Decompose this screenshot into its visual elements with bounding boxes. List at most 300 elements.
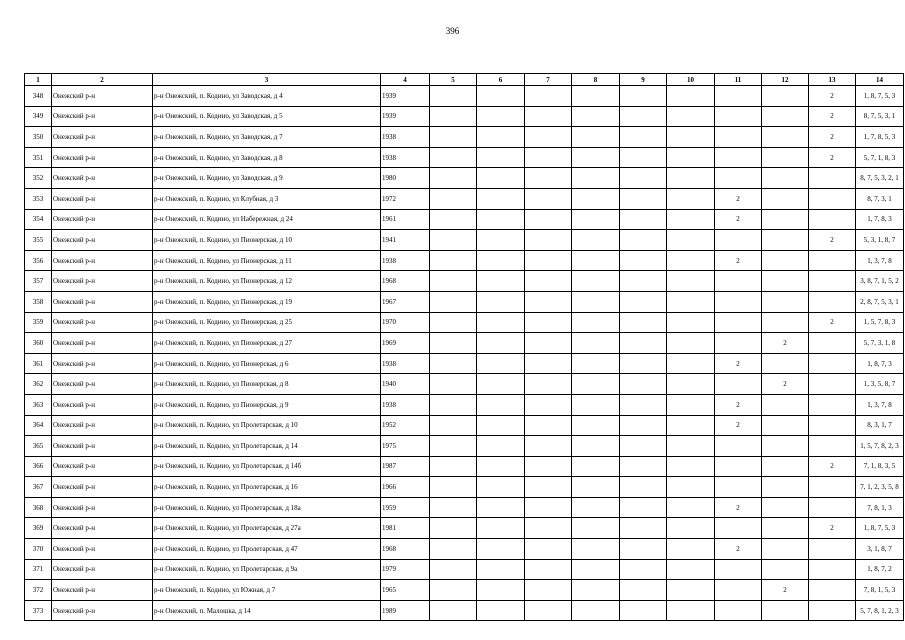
column-6-cell [477,477,525,498]
column-9-cell [620,353,667,374]
column-8-cell [572,291,620,312]
year-cell: 1972 [381,188,430,209]
column-6-cell [477,436,525,457]
column-10-cell [667,394,715,415]
year-cell: 1975 [381,436,430,457]
column-12-cell [762,559,809,580]
column-14-cell: 5, 7, 3, 1, 8 [856,333,904,354]
address-cell: р-н Онежский, п. Кодино, ул Заводская, д 7 [153,127,381,148]
column-9-cell [620,230,667,251]
column-11-cell [715,127,762,148]
column-13-cell [809,250,856,271]
table-row [25,477,904,498]
column-8-cell [572,394,620,415]
column-8-cell [572,333,620,354]
column-8-cell [572,127,620,148]
column-11-cell [715,436,762,457]
column-7-cell [525,497,572,518]
column-14-cell: 1, 5, 7, 8, 3 [856,312,904,333]
column-11-cell: 2 [715,353,762,374]
column-9-cell [620,600,667,621]
column-7-cell [525,394,572,415]
column-10-cell [667,497,715,518]
address-cell: р-н Онежский, п. Кодино, ул Заводская, д 4 [153,86,381,107]
column-11-cell: 2 [715,415,762,436]
column-10-cell [667,518,715,539]
column-header-11: 11 [715,74,762,86]
column-9-cell [620,106,667,127]
column-5-cell [430,497,477,518]
year-cell: 1938 [381,147,430,168]
column-11-cell [715,291,762,312]
column-7-cell [525,559,572,580]
column-11-cell [715,147,762,168]
address-cell: р-н Онежский, п. Кодино, ул Пионерская, д 6 [153,353,381,374]
row-number-cell: 357 [25,271,52,292]
column-10-cell [667,600,715,621]
column-12-cell [762,312,809,333]
column-7-cell [525,477,572,498]
year-cell: 1966 [381,477,430,498]
column-header-5: 5 [430,74,477,86]
district-cell: Онежский р-н [52,374,153,395]
column-6-cell [477,559,525,580]
table-row [25,230,904,251]
table-row [25,600,904,621]
column-5-cell [430,209,477,230]
column-12-cell [762,477,809,498]
column-11-cell [715,230,762,251]
row-number-cell: 371 [25,559,52,580]
column-5-cell [430,312,477,333]
column-14-cell: 1, 8, 7, 2 [856,559,904,580]
column-13-cell [809,374,856,395]
column-5-cell [430,250,477,271]
address-cell: р-н Онежский, п. Кодино, ул Пролетарская, д 47 [153,539,381,560]
column-10-cell [667,374,715,395]
column-6-cell [477,497,525,518]
year-cell: 1941 [381,230,430,251]
column-7-cell [525,539,572,560]
column-10-cell [667,168,715,189]
column-13-cell [809,209,856,230]
column-5-cell [430,436,477,457]
address-cell: р-н Онежский, п. Кодино, ул Пионерская, д 11 [153,250,381,271]
column-7-cell [525,168,572,189]
column-10-cell [667,86,715,107]
row-number-cell: 373 [25,600,52,621]
column-header-3: 3 [153,74,381,86]
column-14-cell: 5, 7, 8, 1, 2, 3 [856,600,904,621]
column-10-cell [667,291,715,312]
column-8-cell [572,168,620,189]
column-13-cell: 2 [809,147,856,168]
address-cell: р-н Онежский, п. Кодино, ул Пролетарская, д 27а [153,518,381,539]
district-cell: Онежский р-н [52,353,153,374]
column-5-cell [430,188,477,209]
row-number-cell: 356 [25,250,52,271]
column-10-cell [667,580,715,601]
address-cell: р-н Онежский, п. Кодино, ул Пролетарская, д 9а [153,559,381,580]
table-row [25,353,904,374]
column-12-cell [762,106,809,127]
column-10-cell [667,353,715,374]
column-12-cell [762,86,809,107]
year-cell: 1938 [381,250,430,271]
column-10-cell [667,312,715,333]
column-7-cell [525,127,572,148]
column-5-cell [430,600,477,621]
column-8-cell [572,539,620,560]
column-9-cell [620,147,667,168]
column-7-cell [525,209,572,230]
column-13-cell [809,497,856,518]
column-8-cell [572,374,620,395]
district-cell: Онежский р-н [52,271,153,292]
column-8-cell [572,250,620,271]
column-7-cell [525,312,572,333]
district-cell: Онежский р-н [52,250,153,271]
column-13-cell [809,168,856,189]
column-10-cell [667,250,715,271]
address-cell: р-н Онежский, п. Кодино, ул Клубная, д 3 [153,188,381,209]
column-5-cell [430,147,477,168]
column-13-cell: 2 [809,518,856,539]
column-6-cell [477,168,525,189]
table-row [25,394,904,415]
column-14-cell: 7, 1, 8, 3, 5 [856,456,904,477]
address-cell: р-н Онежский, п. Кодино, ул Пролетарская, д 10 [153,415,381,436]
table-row [25,436,904,457]
year-cell: 1940 [381,374,430,395]
column-9-cell [620,580,667,601]
column-12-cell [762,394,809,415]
year-cell: 1968 [381,539,430,560]
column-13-cell: 2 [809,456,856,477]
column-7-cell [525,456,572,477]
table-row [25,415,904,436]
column-8-cell [572,209,620,230]
column-14-cell: 8, 7, 3, 1 [856,188,904,209]
column-5-cell [430,415,477,436]
district-cell: Онежский р-н [52,291,153,312]
column-14-cell: 5, 3, 1, 8, 7 [856,230,904,251]
year-cell: 1938 [381,127,430,148]
table-row [25,497,904,518]
row-number-cell: 361 [25,353,52,374]
column-6-cell [477,230,525,251]
column-6-cell [477,600,525,621]
address-cell: р-н Онежский, п. Малошка, д 14 [153,600,381,621]
column-12-cell [762,147,809,168]
table-row [25,271,904,292]
column-header-13: 13 [809,74,856,86]
district-cell: Онежский р-н [52,580,153,601]
column-8-cell [572,312,620,333]
column-6-cell [477,188,525,209]
column-11-cell [715,580,762,601]
table-row [25,312,904,333]
row-number-cell: 350 [25,127,52,148]
district-cell: Онежский р-н [52,86,153,107]
column-12-cell [762,127,809,148]
year-cell: 1961 [381,209,430,230]
column-10-cell [667,477,715,498]
year-cell: 1981 [381,518,430,539]
column-5-cell [430,374,477,395]
district-cell: Онежский р-н [52,333,153,354]
column-13-cell [809,477,856,498]
address-cell: р-н Онежский, п. Кодино, ул Южная, д 7 [153,580,381,601]
column-14-cell: 8, 7, 5, 3, 1 [856,106,904,127]
year-cell: 1938 [381,394,430,415]
address-cell: р-н Онежский, п. Кодино, ул Пролетарская, д 16 [153,477,381,498]
column-7-cell [525,600,572,621]
address-cell: р-н Онежский, п. Кодино, ул Набережная, д 24 [153,209,381,230]
column-10-cell [667,415,715,436]
column-6-cell [477,209,525,230]
year-cell: 1967 [381,291,430,312]
column-11-cell [715,271,762,292]
row-number-cell: 367 [25,477,52,498]
column-7-cell [525,86,572,107]
address-cell: р-н Онежский, п. Кодино, ул Пионерская, д 9 [153,394,381,415]
column-14-cell: 7, 8, 1, 3 [856,497,904,518]
column-5-cell [430,230,477,251]
buildings-table [24,73,904,621]
column-13-cell [809,394,856,415]
address-cell: р-н Онежский, п. Кодино, ул Заводская, д 5 [153,106,381,127]
column-12-cell [762,539,809,560]
table-row [25,580,904,601]
district-cell: Онежский р-н [52,127,153,148]
row-number-cell: 351 [25,147,52,168]
address-cell: р-н Онежский, п. Кодино, ул Заводская, д 9 [153,168,381,189]
row-number-cell: 349 [25,106,52,127]
table-row [25,188,904,209]
column-14-cell: 2, 8, 7, 5, 3, 1 [856,291,904,312]
column-9-cell [620,559,667,580]
column-13-cell [809,333,856,354]
column-10-cell [667,188,715,209]
column-11-cell: 2 [715,209,762,230]
column-7-cell [525,188,572,209]
column-11-cell: 2 [715,250,762,271]
column-10-cell [667,271,715,292]
table-body [25,86,904,621]
year-cell: 1969 [381,333,430,354]
column-header-6: 6 [477,74,525,86]
row-number-cell: 363 [25,394,52,415]
column-8-cell [572,230,620,251]
year-cell: 1987 [381,456,430,477]
column-13-cell: 2 [809,230,856,251]
column-13-cell: 2 [809,127,856,148]
year-cell: 1965 [381,580,430,601]
column-14-cell: 1, 3, 5, 8, 7 [856,374,904,395]
row-number-cell: 370 [25,539,52,560]
column-6-cell [477,271,525,292]
column-13-cell: 2 [809,86,856,107]
column-6-cell [477,580,525,601]
district-cell: Онежский р-н [52,477,153,498]
column-14-cell: 8, 3, 1, 7 [856,415,904,436]
table-row [25,147,904,168]
column-5-cell [430,580,477,601]
row-number-cell: 362 [25,374,52,395]
column-12-cell [762,436,809,457]
address-cell: р-н Онежский, п. Кодино, ул Пролетарская, д 14 [153,436,381,457]
column-14-cell: 8, 7, 5, 3, 2, 1 [856,168,904,189]
district-cell: Онежский р-н [52,312,153,333]
column-12-cell [762,456,809,477]
column-5-cell [430,127,477,148]
column-10-cell [667,333,715,354]
column-12-cell [762,271,809,292]
column-5-cell [430,518,477,539]
column-12-cell: 2 [762,333,809,354]
column-10-cell [667,147,715,168]
table-row [25,250,904,271]
column-8-cell [572,600,620,621]
column-8-cell [572,580,620,601]
column-9-cell [620,168,667,189]
column-10-cell [667,456,715,477]
column-14-cell: 1, 8, 7, 5, 3 [856,86,904,107]
table-row [25,168,904,189]
column-8-cell [572,559,620,580]
address-cell: р-н Онежский, п. Кодино, ул Пионерская, д 19 [153,291,381,312]
year-cell: 1968 [381,271,430,292]
table-row [25,374,904,395]
column-7-cell [525,106,572,127]
column-14-cell: 1, 5, 7, 8, 2, 3 [856,436,904,457]
table-row [25,127,904,148]
column-6-cell [477,291,525,312]
address-cell: р-н Онежский, п. Кодино, ул Пионерская, д 10 [153,230,381,251]
row-number-cell: 366 [25,456,52,477]
address-cell: р-н Онежский, п. Кодино, ул Пионерская, д 12 [153,271,381,292]
column-9-cell [620,291,667,312]
table-row [25,559,904,580]
column-9-cell [620,333,667,354]
row-number-cell: 364 [25,415,52,436]
column-6-cell [477,394,525,415]
column-8-cell [572,477,620,498]
column-12-cell [762,415,809,436]
column-9-cell [620,86,667,107]
address-cell: р-н Онежский, п. Кодино, ул Пионерская, д 8 [153,374,381,395]
row-number-cell: 368 [25,497,52,518]
column-8-cell [572,456,620,477]
column-12-cell [762,518,809,539]
year-cell: 1952 [381,415,430,436]
address-cell: р-н Онежский, п. Кодино, ул Пролетарская, д 14б [153,456,381,477]
table-row [25,456,904,477]
column-12-cell [762,291,809,312]
column-7-cell [525,374,572,395]
column-14-cell: 1, 7, 8, 5, 3 [856,127,904,148]
column-13-cell [809,580,856,601]
table-row [25,518,904,539]
column-14-cell: 3, 8, 7, 1, 5, 2 [856,271,904,292]
district-cell: Онежский р-н [52,600,153,621]
column-6-cell [477,456,525,477]
column-10-cell [667,230,715,251]
column-7-cell [525,436,572,457]
column-11-cell [715,312,762,333]
row-number-cell: 355 [25,230,52,251]
column-5-cell [430,271,477,292]
column-5-cell [430,86,477,107]
column-8-cell [572,415,620,436]
column-7-cell [525,230,572,251]
column-header-4: 4 [381,74,430,86]
column-9-cell [620,518,667,539]
column-12-cell [762,353,809,374]
column-8-cell [572,518,620,539]
column-11-cell: 2 [715,497,762,518]
column-12-cell [762,209,809,230]
column-14-cell: 1, 7, 8, 3 [856,209,904,230]
row-number-cell: 365 [25,436,52,457]
column-10-cell [667,436,715,457]
column-6-cell [477,312,525,333]
row-number-cell: 354 [25,209,52,230]
year-cell: 1959 [381,497,430,518]
column-9-cell [620,415,667,436]
column-6-cell [477,106,525,127]
column-13-cell [809,600,856,621]
column-13-cell [809,415,856,436]
column-14-cell: 1, 3, 7, 8 [856,394,904,415]
column-6-cell [477,353,525,374]
column-11-cell [715,106,762,127]
district-cell: Онежский р-н [52,168,153,189]
column-10-cell [667,559,715,580]
column-9-cell [620,188,667,209]
column-8-cell [572,353,620,374]
column-9-cell [620,436,667,457]
row-number-cell: 369 [25,518,52,539]
column-11-cell [715,86,762,107]
year-cell: 1939 [381,106,430,127]
column-12-cell [762,230,809,251]
year-cell: 1939 [381,86,430,107]
column-8-cell [572,436,620,457]
district-cell: Онежский р-н [52,456,153,477]
column-7-cell [525,147,572,168]
column-13-cell [809,539,856,560]
table-row [25,291,904,312]
district-cell: Онежский р-н [52,518,153,539]
year-cell: 1980 [381,168,430,189]
district-cell: Онежский р-н [52,436,153,457]
column-6-cell [477,147,525,168]
district-cell: Онежский р-н [52,209,153,230]
column-11-cell [715,374,762,395]
column-7-cell [525,271,572,292]
column-6-cell [477,86,525,107]
district-cell: Онежский р-н [52,147,153,168]
column-6-cell [477,333,525,354]
district-cell: Онежский р-н [52,559,153,580]
column-8-cell [572,86,620,107]
column-12-cell [762,250,809,271]
column-5-cell [430,456,477,477]
address-cell: р-н Онежский, п. Кодино, ул Пионерская, д 27 [153,333,381,354]
page-number: 396 [445,26,460,36]
